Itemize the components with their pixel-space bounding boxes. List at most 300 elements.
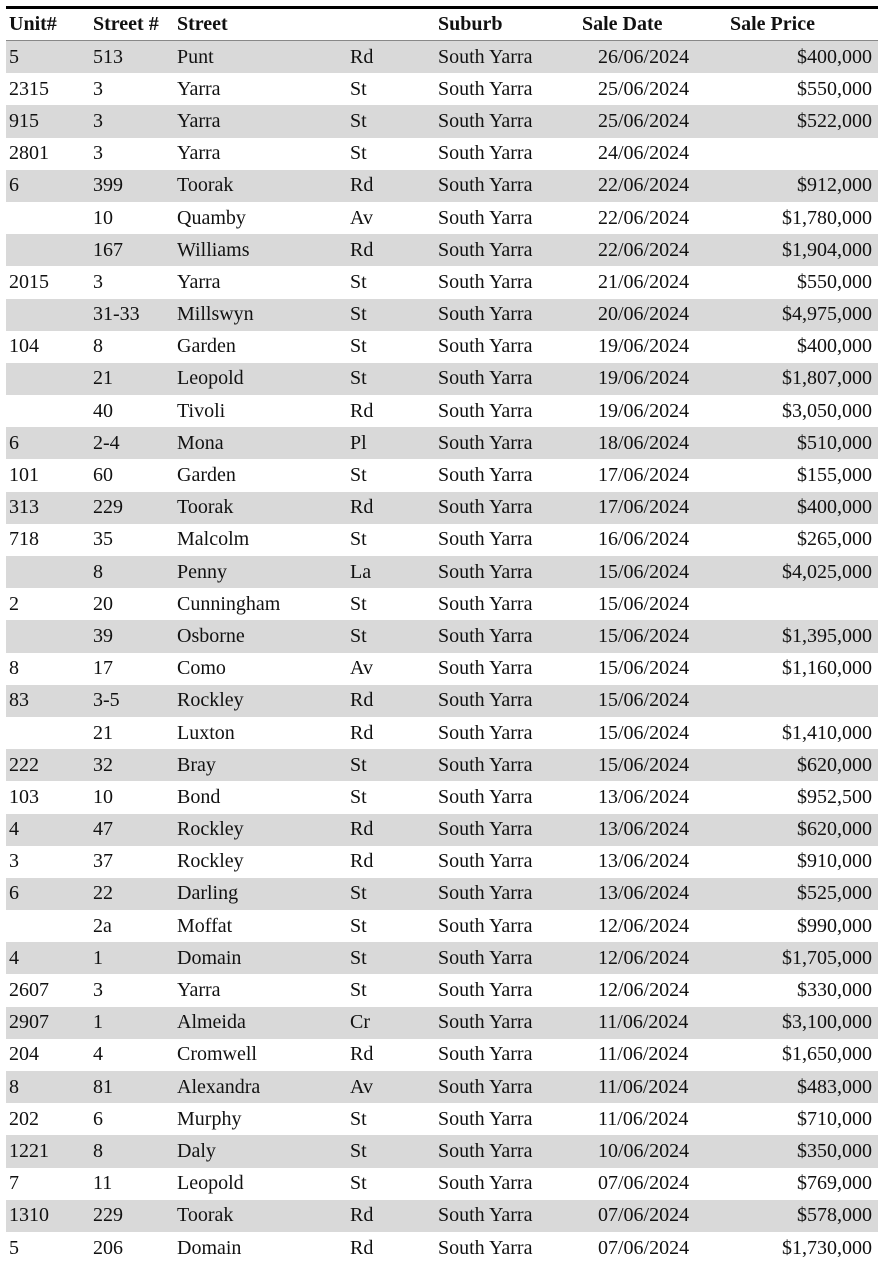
suburb-cell: South Yarra <box>438 1043 533 1066</box>
street-cell: Bond <box>177 785 221 808</box>
street-number-cell: 1 <box>90 1007 174 1039</box>
table-row <box>6 266 878 298</box>
suburb-cell: South Yarra <box>438 657 533 680</box>
street-cell: Malcolm <box>177 528 250 551</box>
street-cell: Penny <box>174 556 347 588</box>
sale-price-cell: $265,000 <box>797 528 872 551</box>
street-type-cell: St <box>350 528 367 551</box>
street-cell: Domain <box>177 1236 242 1259</box>
suburb-cell: South Yarra <box>438 979 533 1002</box>
header-sale-price: Sale Price <box>720 9 878 41</box>
street-type-cell: Rd <box>350 721 374 744</box>
unit-cell: 313 <box>6 492 90 524</box>
sale-price-cell: $4,975,000 <box>720 299 878 331</box>
street-number-cell: 31-33 <box>90 299 174 331</box>
suburb-cell: South Yarra <box>435 234 580 266</box>
table-row <box>6 427 878 459</box>
sale-date-cell: 15/06/2024 <box>580 556 720 588</box>
sale-price-cell: $952,500 <box>797 785 872 808</box>
table-row <box>6 910 878 942</box>
sale-date-cell: 15/06/2024 <box>580 620 720 652</box>
unit-cell: 5 <box>9 1236 19 1259</box>
suburb-cell: South Yarra <box>438 592 533 615</box>
table-row <box>6 620 878 652</box>
street-cell: Yarra <box>177 270 221 293</box>
table-row <box>6 395 878 427</box>
unit-cell: 2607 <box>9 979 49 1002</box>
sale-date-cell: 20/06/2024 <box>580 299 720 331</box>
street-number-cell: 1 <box>90 942 174 974</box>
sale-price-cell: $1,410,000 <box>782 721 872 744</box>
unit-cell <box>6 620 90 652</box>
sale-date-cell: 25/06/2024 <box>580 105 720 137</box>
street-type-cell: St <box>347 1135 435 1167</box>
sale-date-cell: 22/06/2024 <box>580 170 720 202</box>
street-type-cell: Rd <box>350 850 374 873</box>
sale-date-cell: 11/06/2024 <box>580 1071 720 1103</box>
sale-date-cell: 22/06/2024 <box>598 206 690 229</box>
street-number-cell: 2-4 <box>90 427 174 459</box>
table-row <box>6 846 878 878</box>
sale-date-cell: 17/06/2024 <box>580 492 720 524</box>
street-number-cell: 399 <box>90 170 174 202</box>
sale-date-cell: 11/06/2024 <box>580 1007 720 1039</box>
street-number-cell: 21 <box>93 721 113 744</box>
street-type-cell: St <box>350 1107 367 1130</box>
street-type-cell: Rd <box>347 234 435 266</box>
sale-date-cell: 07/06/2024 <box>580 1200 720 1232</box>
suburb-cell: South Yarra <box>435 1135 580 1167</box>
street-cell: Garden <box>177 335 236 358</box>
street-type-cell: Av <box>347 1071 435 1103</box>
sale-date-cell: 19/06/2024 <box>598 399 690 422</box>
street-number-cell: 39 <box>90 620 174 652</box>
table-row <box>6 1200 878 1232</box>
street-number-cell: 167 <box>90 234 174 266</box>
table-row <box>6 1103 878 1135</box>
unit-cell <box>6 234 90 266</box>
street-cell: Moffat <box>177 914 233 937</box>
suburb-cell: South Yarra <box>438 721 533 744</box>
suburb-cell: South Yarra <box>435 556 580 588</box>
sale-date-cell: 15/06/2024 <box>580 749 720 781</box>
sale-price-cell: $912,000 <box>720 170 878 202</box>
unit-cell <box>6 299 90 331</box>
unit-cell: 7 <box>9 1172 19 1195</box>
unit-cell: 2801 <box>9 142 49 165</box>
street-cell: Tivoli <box>177 399 226 422</box>
suburb-cell: South Yarra <box>438 785 533 808</box>
table-row <box>6 138 878 170</box>
sale-date-cell: 12/06/2024 <box>598 979 690 1002</box>
sale-price-cell: $400,000 <box>720 492 878 524</box>
sale-date-cell: 13/06/2024 <box>598 850 690 873</box>
sale-date-cell: 07/06/2024 <box>598 1172 690 1195</box>
suburb-cell: South Yarra <box>438 1172 533 1195</box>
table-row <box>6 1071 878 1103</box>
suburb-cell: South Yarra <box>435 299 580 331</box>
table-row <box>6 105 878 137</box>
sale-price-cell: $155,000 <box>797 464 872 487</box>
sale-date-cell: 26/06/2024 <box>580 41 720 74</box>
table-row <box>6 878 878 910</box>
street-cell: Daly <box>174 1135 347 1167</box>
sale-price-cell: $330,000 <box>797 979 872 1002</box>
sale-price-cell: $1,650,000 <box>782 1043 872 1066</box>
street-number-cell: 6 <box>93 1107 103 1130</box>
unit-cell: 915 <box>6 105 90 137</box>
street-type-cell: St <box>347 878 435 910</box>
suburb-cell: South Yarra <box>435 685 580 717</box>
street-type-cell: La <box>347 556 435 588</box>
sale-price-cell: $550,000 <box>797 77 872 100</box>
street-type-cell: St <box>347 620 435 652</box>
suburb-cell: South Yarra <box>438 270 533 293</box>
sale-price-cell: $483,000 <box>720 1071 878 1103</box>
suburb-cell: South Yarra <box>435 492 580 524</box>
street-number-cell: 10 <box>93 785 113 808</box>
sale-price-cell: $1,395,000 <box>720 620 878 652</box>
street-number-cell: 4 <box>93 1043 103 1066</box>
table-row <box>6 1039 878 1071</box>
unit-cell: 4 <box>6 814 90 846</box>
header-street: Street <box>174 9 347 41</box>
street-number-cell: 3 <box>90 105 174 137</box>
street-number-cell: 22 <box>90 878 174 910</box>
sale-date-cell: 11/06/2024 <box>598 1107 689 1130</box>
sale-date-cell: 12/06/2024 <box>598 914 690 937</box>
street-number-cell: 3 <box>93 142 103 165</box>
sale-date-cell: 15/06/2024 <box>580 685 720 717</box>
street-type-cell: St <box>350 785 367 808</box>
unit-cell: 718 <box>9 528 39 551</box>
street-cell: Yarra <box>174 105 347 137</box>
unit-cell: 202 <box>9 1107 39 1130</box>
table-row <box>6 781 878 813</box>
sale-price-cell: $400,000 <box>797 335 872 358</box>
street-number-cell: 206 <box>93 1236 123 1259</box>
table-row <box>6 202 878 234</box>
suburb-cell: South Yarra <box>435 41 580 74</box>
suburb-cell: South Yarra <box>438 399 533 422</box>
street-number-cell: 2a <box>93 914 112 937</box>
street-cell: Yarra <box>177 979 221 1002</box>
street-cell: Alexandra <box>174 1071 347 1103</box>
suburb-cell: South Yarra <box>438 914 533 937</box>
street-cell: Rockley <box>174 814 347 846</box>
street-number-cell: 513 <box>90 41 174 74</box>
sale-price-cell: $710,000 <box>797 1107 872 1130</box>
street-cell: Williams <box>174 234 347 266</box>
street-number-cell: 10 <box>93 206 113 229</box>
suburb-cell: South Yarra <box>438 335 533 358</box>
street-type-cell: St <box>350 142 367 165</box>
unit-cell: 6 <box>6 427 90 459</box>
sale-price-cell: $4,025,000 <box>720 556 878 588</box>
street-number-cell: 35 <box>93 528 113 551</box>
sale-price-cell: $620,000 <box>720 749 878 781</box>
sale-price-cell: $522,000 <box>720 105 878 137</box>
street-type-cell: Rd <box>347 685 435 717</box>
sale-date-cell: 07/06/2024 <box>598 1236 690 1259</box>
street-cell: Cromwell <box>177 1043 257 1066</box>
street-number-cell: 47 <box>90 814 174 846</box>
unit-cell: 103 <box>9 785 39 808</box>
table-row <box>6 942 878 974</box>
table-row <box>6 363 878 395</box>
street-cell: Como <box>177 657 226 680</box>
street-number-cell: 60 <box>93 464 113 487</box>
street-cell: Millswyn <box>174 299 347 331</box>
street-type-cell: Rd <box>350 399 374 422</box>
sale-price-cell: $3,100,000 <box>720 1007 878 1039</box>
sale-price-cell: $1,705,000 <box>720 942 878 974</box>
unit-cell <box>6 556 90 588</box>
unit-cell <box>6 910 90 942</box>
unit-cell <box>6 717 90 749</box>
street-number-cell: 8 <box>93 335 103 358</box>
sale-price-cell <box>720 588 878 620</box>
street-number-cell: 3-5 <box>90 685 174 717</box>
suburb-cell: South Yarra <box>438 77 533 100</box>
suburb-cell: South Yarra <box>435 620 580 652</box>
street-type-cell: St <box>350 914 367 937</box>
unit-cell: 2907 <box>6 1007 90 1039</box>
sale-date-cell: 19/06/2024 <box>598 335 690 358</box>
street-cell: Toorak <box>174 1200 347 1232</box>
sales-sheet <box>6 6 878 1264</box>
street-type-cell: St <box>350 335 367 358</box>
street-cell: Rockley <box>174 685 347 717</box>
table-row <box>6 1168 878 1200</box>
unit-cell: 83 <box>6 685 90 717</box>
unit-cell: 6 <box>6 170 90 202</box>
suburb-cell: South Yarra <box>435 170 580 202</box>
street-number-cell: 3 <box>93 77 103 100</box>
sale-price-cell: $769,000 <box>797 1172 872 1195</box>
unit-cell: 1221 <box>6 1135 90 1167</box>
sale-price-cell: $350,000 <box>720 1135 878 1167</box>
table-row <box>6 1232 878 1264</box>
street-cell: Garden <box>177 464 236 487</box>
sale-date-cell: 25/06/2024 <box>598 77 690 100</box>
unit-cell: 101 <box>9 464 39 487</box>
street-cell: Yarra <box>177 77 221 100</box>
sale-price-cell: $910,000 <box>797 850 872 873</box>
table-body <box>6 41 878 1265</box>
sale-date-cell: 24/06/2024 <box>598 142 690 165</box>
suburb-cell: South Yarra <box>435 427 580 459</box>
street-type-cell: Rd <box>347 1200 435 1232</box>
street-cell: Domain <box>174 942 347 974</box>
street-type-cell: St <box>347 299 435 331</box>
street-number-cell: 32 <box>90 749 174 781</box>
table-row <box>6 749 878 781</box>
sale-price-cell: $400,000 <box>720 41 878 74</box>
sale-date-cell: 18/06/2024 <box>580 427 720 459</box>
street-type-cell: St <box>347 749 435 781</box>
street-cell: Quamby <box>177 206 246 229</box>
sale-price-cell: $1,160,000 <box>782 657 872 680</box>
sale-price-cell: $1,780,000 <box>782 206 872 229</box>
suburb-cell: South Yarra <box>435 1007 580 1039</box>
sale-date-cell: 17/06/2024 <box>598 464 690 487</box>
sale-date-cell: 15/06/2024 <box>598 657 690 680</box>
street-type-cell: Rd <box>347 41 435 74</box>
street-type-cell: St <box>350 1172 367 1195</box>
sale-date-cell: 16/06/2024 <box>598 528 690 551</box>
street-cell: Yarra <box>177 142 221 165</box>
street-cell: Luxton <box>177 721 235 744</box>
table-row <box>6 653 878 685</box>
table-row <box>6 331 878 363</box>
street-number-cell: 11 <box>93 1172 113 1195</box>
suburb-cell: South Yarra <box>435 814 580 846</box>
table-row <box>6 588 878 620</box>
table-row <box>6 299 878 331</box>
suburb-cell: South Yarra <box>438 464 533 487</box>
table-row <box>6 73 878 105</box>
sale-price-cell: $1,730,000 <box>782 1236 872 1259</box>
street-number-cell: 229 <box>90 492 174 524</box>
sale-date-cell: 22/06/2024 <box>580 234 720 266</box>
sale-price-cell: $990,000 <box>797 914 872 937</box>
header-row <box>6 9 878 41</box>
sale-date-cell: 13/06/2024 <box>580 878 720 910</box>
unit-cell: 2015 <box>9 270 49 293</box>
suburb-cell: South Yarra <box>435 878 580 910</box>
suburb-cell: South Yarra <box>438 1236 533 1259</box>
table-row <box>6 234 878 266</box>
street-cell: Punt <box>174 41 347 74</box>
sale-date-cell: 13/06/2024 <box>598 785 690 808</box>
unit-cell: 8 <box>9 657 19 680</box>
street-type-cell: St <box>347 942 435 974</box>
sale-price-cell: $1,904,000 <box>720 234 878 266</box>
street-cell: Osborne <box>174 620 347 652</box>
street-type-cell: St <box>350 464 367 487</box>
street-number-cell: 17 <box>93 657 113 680</box>
street-type-cell: St <box>350 77 367 100</box>
suburb-cell: South Yarra <box>438 206 533 229</box>
header-unit: Unit# <box>6 9 90 41</box>
suburb-cell: South Yarra <box>438 528 533 551</box>
table-row <box>6 459 878 491</box>
sale-date-cell: 11/06/2024 <box>598 1043 689 1066</box>
street-type-cell: Cr <box>347 1007 435 1039</box>
table-row <box>6 685 878 717</box>
unit-cell <box>6 363 90 395</box>
suburb-cell: South Yarra <box>435 749 580 781</box>
sale-price-cell: $510,000 <box>720 427 878 459</box>
sale-price-cell: $620,000 <box>720 814 878 846</box>
sale-date-cell: 21/06/2024 <box>598 270 690 293</box>
table-row <box>6 1007 878 1039</box>
suburb-cell: South Yarra <box>438 850 533 873</box>
sale-date-cell: 15/06/2024 <box>598 592 690 615</box>
unit-cell: 204 <box>9 1043 39 1066</box>
street-number-cell: 229 <box>90 1200 174 1232</box>
street-number-cell: 3 <box>93 270 103 293</box>
suburb-cell: South Yarra <box>435 363 580 395</box>
unit-cell: 4 <box>6 942 90 974</box>
table-row <box>6 717 878 749</box>
street-type-cell: St <box>350 270 367 293</box>
street-cell: Toorak <box>174 170 347 202</box>
suburb-cell: South Yarra <box>438 1107 533 1130</box>
table-row <box>6 1135 878 1167</box>
suburb-cell: South Yarra <box>438 142 533 165</box>
table-row <box>6 492 878 524</box>
street-cell: Cunningham <box>177 592 281 615</box>
street-type-cell: Pl <box>347 427 435 459</box>
unit-cell: 6 <box>6 878 90 910</box>
street-number-cell: 81 <box>90 1071 174 1103</box>
header-street-number: Street # <box>90 9 174 41</box>
street-type-cell: Rd <box>347 814 435 846</box>
street-number-cell: 21 <box>90 363 174 395</box>
street-number-cell: 37 <box>93 850 113 873</box>
sale-price-cell: $1,807,000 <box>720 363 878 395</box>
street-type-cell: St <box>350 592 367 615</box>
street-number-cell: 3 <box>93 979 103 1002</box>
street-type-cell: Rd <box>347 170 435 202</box>
suburb-cell: South Yarra <box>435 1071 580 1103</box>
sale-price-cell: $525,000 <box>720 878 878 910</box>
header-suburb: Suburb <box>435 9 580 41</box>
sale-price-cell <box>720 685 878 717</box>
sale-price-cell: $3,050,000 <box>782 399 872 422</box>
header-sale-date: Sale Date <box>580 9 720 41</box>
suburb-cell: South Yarra <box>435 105 580 137</box>
street-type-cell: St <box>347 363 435 395</box>
sale-date-cell: 13/06/2024 <box>580 814 720 846</box>
unit-cell: 104 <box>9 335 39 358</box>
sale-price-cell <box>720 138 878 170</box>
street-type-cell: Av <box>350 206 373 229</box>
street-type-cell: St <box>350 979 367 1002</box>
unit-cell <box>6 202 90 234</box>
street-number-cell: 20 <box>93 592 113 615</box>
sale-price-cell: $550,000 <box>797 270 872 293</box>
street-type-cell: Av <box>350 657 373 680</box>
unit-cell: 1310 <box>6 1200 90 1232</box>
unit-cell <box>6 395 90 427</box>
street-cell: Darling <box>174 878 347 910</box>
street-number-cell: 8 <box>90 556 174 588</box>
table-row <box>6 556 878 588</box>
street-cell: Rockley <box>177 850 244 873</box>
sale-date-cell: 15/06/2024 <box>598 721 690 744</box>
street-type-cell: St <box>347 105 435 137</box>
street-cell: Leopold <box>177 1172 244 1195</box>
sale-date-cell: 10/06/2024 <box>580 1135 720 1167</box>
suburb-cell: South Yarra <box>435 942 580 974</box>
unit-cell: 3 <box>9 850 19 873</box>
table-row <box>6 41 878 74</box>
street-type-cell: Rd <box>350 1043 374 1066</box>
unit-cell: 5 <box>6 41 90 74</box>
suburb-cell: South Yarra <box>435 1200 580 1232</box>
street-number-cell: 40 <box>93 399 113 422</box>
street-cell: Leopold <box>174 363 347 395</box>
sale-date-cell: 12/06/2024 <box>580 942 720 974</box>
street-number-cell: 8 <box>90 1135 174 1167</box>
table-row <box>6 814 878 846</box>
street-type-cell: Rd <box>350 1236 374 1259</box>
street-type-cell: Rd <box>347 492 435 524</box>
table-row <box>6 524 878 556</box>
